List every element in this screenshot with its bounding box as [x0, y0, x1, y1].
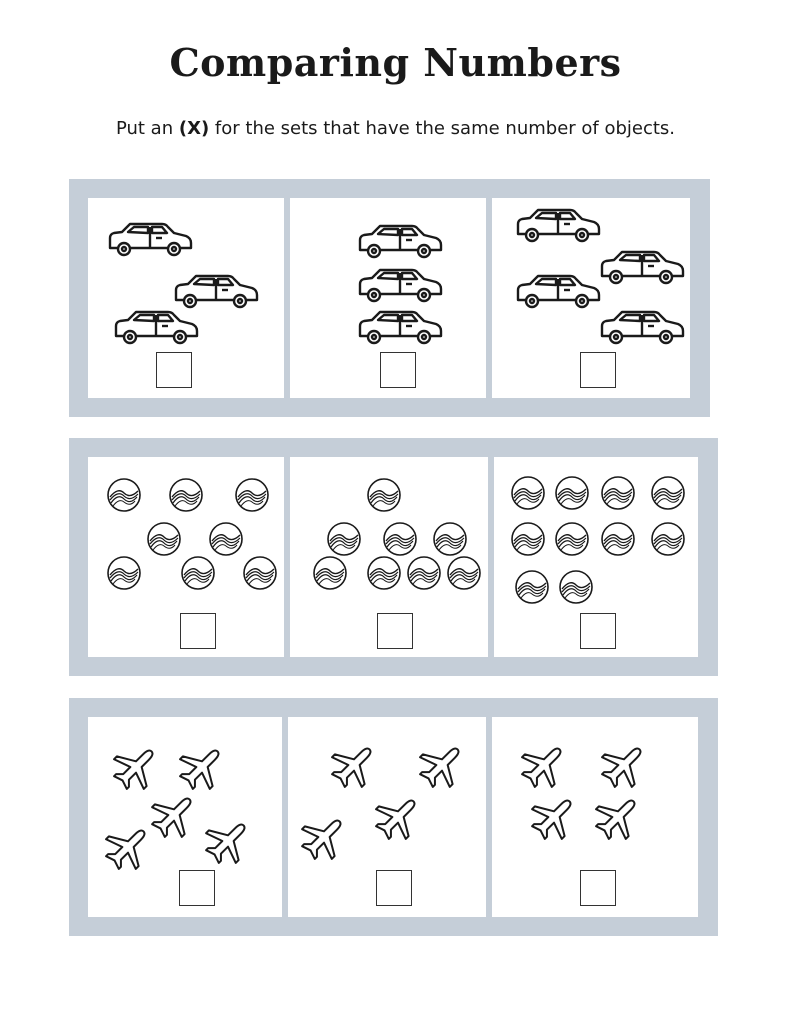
car-icon: [360, 226, 441, 257]
marble-icon: [170, 479, 202, 511]
answer-box[interactable]: [180, 613, 216, 649]
marble-icon: [602, 523, 634, 555]
marble-icon: [182, 557, 214, 589]
marble-icon: [556, 523, 588, 555]
marble-icon: [368, 479, 400, 511]
answer-box[interactable]: [580, 613, 616, 649]
set-cell: [88, 717, 282, 917]
set-cell: [88, 457, 284, 657]
instructions-mark: (X): [178, 118, 210, 139]
marble-icon: [210, 523, 242, 555]
set-cell: [288, 717, 486, 917]
airplane-icon: [98, 817, 159, 878]
marble-icon: [314, 557, 346, 589]
car-icon: [602, 312, 683, 343]
airplane-icon: [324, 735, 385, 796]
marble-icon: [368, 557, 400, 589]
answer-box[interactable]: [580, 870, 616, 906]
airplane-icon: [172, 737, 233, 798]
car-icon: [360, 270, 441, 301]
marble-icon: [512, 477, 544, 509]
airplane-icon: [524, 787, 585, 848]
marble-icon: [244, 557, 276, 589]
airplane-icon: [294, 807, 355, 868]
airplane-icon: [594, 735, 655, 796]
airplane-icon: [198, 811, 259, 872]
airplane-icon: [106, 737, 167, 798]
answer-box[interactable]: [380, 352, 416, 388]
instructions-after: for the sets that have the same number of objects.: [209, 118, 676, 139]
marble-icon: [602, 477, 634, 509]
marble-icon: [148, 523, 180, 555]
car-icon: [116, 312, 197, 343]
set-cell: [494, 457, 698, 657]
set-cell: [290, 198, 486, 398]
set-cell: [88, 198, 284, 398]
marble-icon: [236, 479, 268, 511]
airplane-icon: [144, 785, 205, 846]
airplane-icon: [368, 787, 429, 848]
car-icon: [518, 276, 599, 307]
marble-icon: [512, 523, 544, 555]
marble-icon: [408, 557, 440, 589]
airplane-icon: [514, 735, 575, 796]
marble-icon: [556, 477, 588, 509]
answer-box[interactable]: [156, 352, 192, 388]
instructions: [0, 118, 791, 139]
page-title: Comparing Numbers: [169, 40, 622, 85]
row-airplanes: [69, 698, 718, 936]
set-cell: [492, 717, 698, 917]
marble-icon: [560, 571, 592, 603]
car-icon: [360, 312, 441, 343]
marble-icon: [652, 477, 684, 509]
instructions-before: Put an: [115, 118, 179, 139]
answer-box[interactable]: [179, 870, 215, 906]
car-icon: [176, 276, 257, 307]
row-cars: [69, 179, 710, 417]
set-cell: [290, 457, 488, 657]
marble-icon: [108, 479, 140, 511]
marble-icon: [516, 571, 548, 603]
marble-icon: [652, 523, 684, 555]
marble-icon: [448, 557, 480, 589]
answer-box[interactable]: [377, 613, 413, 649]
marble-icon: [434, 523, 466, 555]
answer-box[interactable]: [580, 352, 616, 388]
car-icon: [518, 210, 599, 241]
car-icon: [110, 224, 191, 255]
marble-icon: [384, 523, 416, 555]
row-marbles: [69, 438, 718, 676]
marble-icon: [108, 557, 140, 589]
airplane-icon: [588, 787, 649, 848]
car-icon: [602, 252, 683, 283]
answer-box[interactable]: [376, 870, 412, 906]
marble-icon: [328, 523, 360, 555]
airplane-icon: [412, 735, 473, 796]
set-cell: [492, 198, 690, 398]
